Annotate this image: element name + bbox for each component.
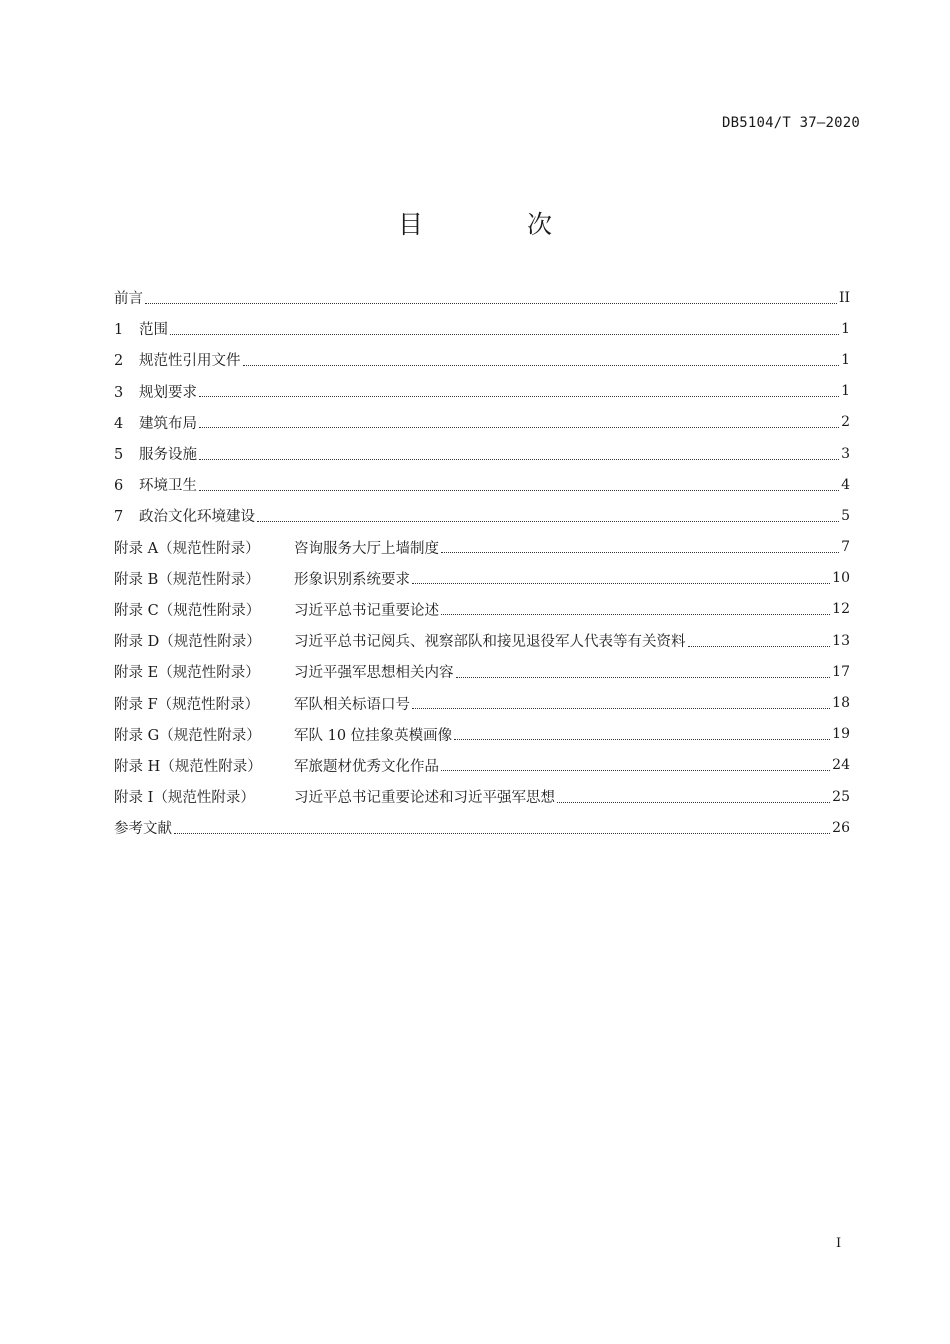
toc-entry-title: 军队 10 位挂象英模画像 [294, 727, 453, 744]
toc-page-number: 10 [832, 570, 850, 587]
dot-leader [243, 364, 840, 366]
toc-appendix-label: 附录 C（规范性附录） [114, 602, 261, 619]
document-id: DB5104/T 37—2020 [721, 115, 860, 131]
toc-entry-label [114, 349, 241, 370]
toc-entry[interactable] [114, 594, 850, 625]
toc-page-number: 25 [832, 788, 850, 805]
toc-entry-label [114, 505, 255, 526]
toc-entry[interactable] [114, 532, 850, 563]
toc-appendix-label: 附录 I（规范性附录） [114, 790, 255, 807]
toc-entry-title: 习近平总书记阅兵、视察部队和接见退役军人代表等有关资料 [294, 634, 686, 651]
dot-leader [441, 769, 830, 771]
toc-page-number: 3 [841, 445, 850, 462]
toc-entry-title: 服务设施 [139, 447, 197, 464]
toc-entry[interactable] [114, 719, 850, 750]
toc-entry-label [114, 630, 686, 651]
toc-entry-label [114, 817, 172, 838]
toc-entry-title: 范围 [139, 322, 168, 339]
toc-entry-title: 习近平强军思想相关内容 [294, 665, 454, 682]
toc-entry-label [114, 474, 197, 495]
toc-entry[interactable] [114, 781, 850, 812]
dot-leader [174, 832, 830, 834]
toc-entry-title: 参考文献 [114, 821, 172, 838]
dot-leader [199, 426, 839, 428]
toc-entry[interactable] [114, 656, 850, 687]
toc-entry-title: 军旅题材优秀文化作品 [294, 758, 439, 775]
toc-entry[interactable] [114, 438, 850, 469]
dot-leader [145, 302, 837, 304]
toc-section-number: 2 [114, 353, 124, 370]
dot-leader [441, 613, 830, 615]
toc-entry-label [114, 443, 197, 464]
toc-appendix-label: 附录 F（规范性附录） [114, 696, 260, 713]
dot-leader [412, 582, 830, 584]
toc-section-number: 4 [114, 415, 124, 432]
toc-appendix-label: 附录 B（规范性附录） [114, 571, 260, 588]
toc-page-number: 1 [841, 320, 850, 337]
toc-entry[interactable] [114, 812, 850, 843]
toc-entry[interactable] [114, 282, 850, 313]
dot-leader [199, 458, 839, 460]
toc-entry-title: 习近平总书记重要论述和习近平强军思想 [294, 790, 555, 807]
dot-leader [170, 333, 839, 335]
toc-page-number: 18 [832, 695, 850, 712]
toc-entry-label [114, 693, 410, 714]
toc-entry-title: 规划要求 [139, 384, 197, 401]
table-of-contents [114, 282, 850, 843]
toc-entry-title: 建筑布局 [139, 415, 197, 432]
toc-appendix-label: 附录 D（规范性附录） [114, 634, 261, 651]
toc-entry[interactable] [114, 625, 850, 656]
toc-entry-title: 前言 [114, 291, 143, 308]
toc-entry-label [114, 599, 439, 620]
toc-entry-title: 习近平总书记重要论述 [294, 602, 439, 619]
toc-page-number: 2 [841, 414, 850, 431]
toc-entry[interactable] [114, 500, 850, 531]
toc-page-number: 1 [841, 351, 850, 368]
dot-leader [557, 801, 830, 803]
toc-entry-label [114, 412, 197, 433]
toc-page-number: 7 [841, 539, 850, 556]
dot-leader [257, 520, 839, 522]
toc-entry-title: 规范性引用文件 [139, 353, 241, 370]
toc-page-number: 26 [832, 819, 850, 836]
toc-entry[interactable] [114, 687, 850, 718]
dot-leader [688, 645, 831, 647]
toc-entry-title: 形象识别系统要求 [294, 571, 410, 588]
dot-leader [412, 707, 830, 709]
toc-section-number: 1 [114, 322, 124, 339]
toc-entry-label [114, 724, 452, 745]
dot-leader [199, 489, 839, 491]
toc-entry-title: 咨询服务大厅上墙制度 [294, 540, 439, 557]
toc-entry-label [114, 318, 168, 339]
toc-page-number: 17 [832, 663, 850, 680]
dot-leader [199, 395, 839, 397]
toc-entry-label [114, 786, 555, 807]
toc-page-number: 12 [832, 601, 850, 618]
page-number: I [836, 1236, 842, 1251]
toc-section-number: 6 [114, 478, 124, 495]
toc-entry-title: 军队相关标语口号 [294, 696, 410, 713]
toc-section-number: 5 [114, 447, 124, 464]
toc-entry-label [114, 661, 454, 682]
toc-title: 目 次 [398, 210, 600, 239]
toc-entry[interactable] [114, 469, 850, 500]
toc-entry-label [114, 287, 143, 308]
toc-entry-label [114, 568, 410, 589]
toc-appendix-label: 附录 E（规范性附录） [114, 665, 260, 682]
toc-appendix-label: 附录 G（规范性附录） [114, 727, 261, 744]
toc-appendix-label: 附录 A（规范性附录） [114, 540, 260, 557]
toc-entry-label [114, 755, 439, 776]
toc-entry-title: 政治文化环境建设 [139, 509, 255, 526]
dot-leader [456, 676, 831, 678]
toc-page-number: 4 [841, 476, 850, 493]
toc-page-number: 19 [832, 726, 850, 743]
toc-entry[interactable] [114, 376, 850, 407]
toc-entry[interactable] [114, 750, 850, 781]
toc-entry[interactable] [114, 563, 850, 594]
toc-section-number: 7 [114, 509, 124, 526]
toc-entry-title: 环境卫生 [139, 478, 197, 495]
toc-page-number: 5 [841, 507, 850, 524]
toc-entry-label [114, 537, 439, 558]
toc-page-number: 13 [832, 632, 850, 649]
toc-appendix-label: 附录 H（规范性附录） [114, 758, 262, 775]
dot-leader [454, 738, 830, 740]
toc-entry-label [114, 381, 197, 402]
toc-entry[interactable] [114, 313, 850, 344]
dot-leader [441, 551, 839, 553]
toc-page-number: 1 [841, 383, 850, 400]
toc-page-number: II [838, 289, 850, 306]
toc-entry[interactable] [114, 344, 850, 375]
toc-entry[interactable] [114, 407, 850, 438]
toc-page-number: 24 [832, 757, 850, 774]
toc-section-number: 3 [114, 384, 124, 401]
